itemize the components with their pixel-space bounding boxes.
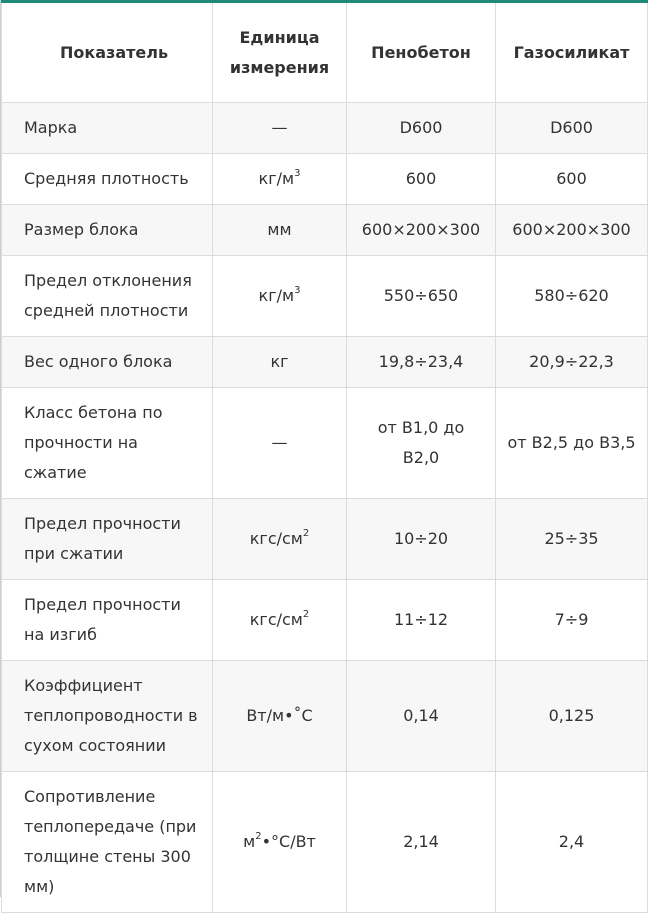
row-label: Класс бетона по прочности на сжатие bbox=[2, 388, 213, 499]
row-label: Размер блока bbox=[2, 205, 213, 256]
row-unit bbox=[213, 256, 347, 337]
unit-base: кгс/см bbox=[249, 610, 303, 629]
row-unit bbox=[213, 772, 347, 913]
value-foam-concrete: 2,14 bbox=[347, 772, 496, 913]
unit-base: кг/м bbox=[258, 286, 295, 305]
row-unit bbox=[213, 388, 347, 499]
table-row bbox=[2, 337, 648, 388]
value-gas-silicate: 7÷9 bbox=[496, 580, 648, 661]
row-unit bbox=[213, 580, 347, 661]
header-gas-silicate: Газосиликат bbox=[496, 2, 648, 103]
value-foam-concrete: 19,8÷23,4 bbox=[347, 337, 496, 388]
row-label: Предел прочности на изгиб bbox=[2, 580, 213, 661]
unit-exponent: 3 bbox=[294, 284, 301, 296]
unit-exponent: 2 bbox=[302, 608, 310, 620]
header-unit: Единица измерения bbox=[213, 2, 347, 103]
unit-base: кг/м bbox=[258, 169, 295, 188]
row-label: Предел прочности при сжатии bbox=[2, 499, 213, 580]
unit-base: кгс/см bbox=[249, 529, 303, 548]
value-foam-concrete: 600 bbox=[347, 154, 496, 205]
value-foam-concrete: 11÷12 bbox=[347, 580, 496, 661]
table-row bbox=[2, 205, 648, 256]
value-foam-concrete: 600×200×300 bbox=[347, 205, 496, 256]
table-header-row bbox=[2, 2, 648, 103]
value-foam-concrete: от B1,0 до B2,0 bbox=[347, 388, 496, 499]
unit-base: — bbox=[271, 433, 288, 452]
unit-tail: •°С/Вт bbox=[261, 832, 316, 851]
row-label: Сопротивление теплопередаче (при толщине стены 300 мм) bbox=[2, 772, 213, 913]
row-label: Средняя плотность bbox=[2, 154, 213, 205]
value-gas-silicate: от B2,5 до B3,5 bbox=[496, 388, 648, 499]
table-row bbox=[2, 154, 648, 205]
unit-exponent: 2 bbox=[255, 830, 262, 842]
row-label: Предел отклонения средней плотности bbox=[2, 256, 213, 337]
table-row bbox=[2, 772, 648, 913]
header-indicator: Показатель bbox=[2, 2, 213, 103]
header-foam-concrete: Пенобетон bbox=[347, 2, 496, 103]
unit-exponent: 3 bbox=[294, 167, 301, 179]
value-foam-concrete: 0,14 bbox=[347, 661, 496, 772]
unit-exponent: 2 bbox=[302, 527, 310, 539]
unit-base: кг bbox=[270, 352, 289, 371]
row-label: Марка bbox=[2, 103, 213, 154]
row-unit bbox=[213, 661, 347, 772]
value-gas-silicate: 25÷35 bbox=[496, 499, 648, 580]
table-row bbox=[2, 256, 648, 337]
value-foam-concrete: 10÷20 bbox=[347, 499, 496, 580]
table-row bbox=[2, 661, 648, 772]
unit-base: м bbox=[243, 832, 256, 851]
value-gas-silicate: 580÷620 bbox=[496, 256, 648, 337]
value-gas-silicate: 0,125 bbox=[496, 661, 648, 772]
value-gas-silicate: 20,9÷22,3 bbox=[496, 337, 648, 388]
unit-base: — bbox=[271, 118, 288, 137]
row-unit bbox=[213, 154, 347, 205]
unit-base: Вт/м•˚С bbox=[246, 706, 313, 725]
row-label: Коэффициент теплопроводности в сухом состоянии bbox=[2, 661, 213, 772]
table-row bbox=[2, 580, 648, 661]
value-gas-silicate: 600×200×300 bbox=[496, 205, 648, 256]
row-unit bbox=[213, 205, 347, 256]
value-foam-concrete: 550÷650 bbox=[347, 256, 496, 337]
value-gas-silicate: D600 bbox=[496, 103, 648, 154]
value-gas-silicate: 600 bbox=[496, 154, 648, 205]
table-row bbox=[2, 103, 648, 154]
row-unit bbox=[213, 337, 347, 388]
table-body bbox=[2, 103, 648, 913]
table-row bbox=[2, 388, 648, 499]
row-unit bbox=[213, 103, 347, 154]
row-unit bbox=[213, 499, 347, 580]
value-foam-concrete: D600 bbox=[347, 103, 496, 154]
comparison-table bbox=[1, 0, 648, 913]
unit-base: мм bbox=[267, 220, 292, 239]
row-label: Вес одного блока bbox=[2, 337, 213, 388]
table-row bbox=[2, 499, 648, 580]
value-gas-silicate: 2,4 bbox=[496, 772, 648, 913]
